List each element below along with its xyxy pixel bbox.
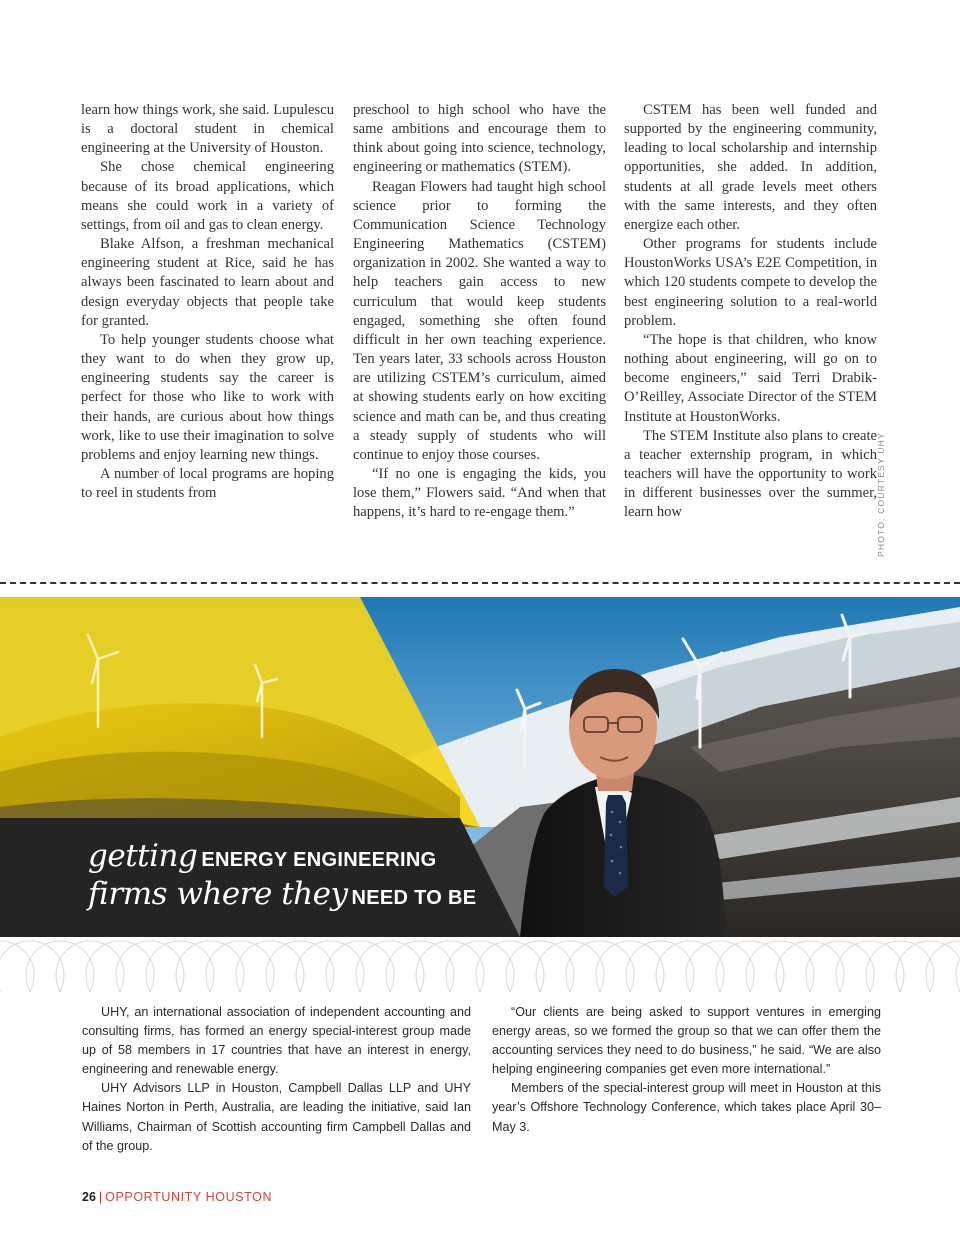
paragraph: “If no one is engaging the kids, you lose them,” Flowers said. “And when that happens, it’s hard to re-engage them.” xyxy=(353,465,606,521)
paragraph: UHY, an international association of independent accounting and consulting firms, has formed an energy special-interest group made up of 58 members in 17 countries that have an interest in energy, engineering and renewable energy. xyxy=(82,1005,471,1077)
footer-separator: | xyxy=(98,1190,103,1204)
photo-credit: PHOTO: COURTESY UHY xyxy=(876,432,886,557)
paragraph: UHY Advisors LLP in Houston, Campbell Dallas LLP and UHY Haines Norton in Perth, Australia, are leading the initiative, said Ian Williams, Chairman of Scottish accounting firm Campbell Dallas and of the group. xyxy=(82,1081,471,1153)
paragraph: preschool to high school who have the same ambitions and encourage them to think about going into science, technology, engineering or mathematics (STEM). xyxy=(353,102,606,176)
decorative-circle-pattern xyxy=(0,937,960,992)
article-column-2 xyxy=(353,101,606,522)
headline-script-phrase: firms where they xyxy=(88,876,348,912)
headline-caps-text: NEED TO BE xyxy=(351,887,477,909)
paragraph: “The hope is that children, who know nothing about engineering, will go on to become engineers,” said Terri Drabik-O’Reilley, Associate Director of the STEM Institute at HoustonWorks. xyxy=(624,331,877,425)
paragraph: “Our clients are being asked to support ventures in emerging energy areas, so we formed the group so that we can offer them the accounting services they need to do business,” he said. “We are also helping engineering companies get even more international.” xyxy=(492,1005,881,1077)
uhy-article-column-1 xyxy=(82,1003,471,1156)
article-column-3 xyxy=(624,101,877,522)
paragraph: Blake Alfson, a freshman mechanical engineering student at Rice, said he has always been fascinated to learn about and design everyday objects that people take for granted. xyxy=(81,236,334,329)
feature-headline xyxy=(88,838,476,912)
paragraph: To help younger students choose what they want to do when they grow up, engineering students say the career is perfect for those who like to work with their hands, are curious about how things work, like to use their imagination to solve problems and enjoy learning new things. xyxy=(81,331,334,463)
paragraph: CSTEM has been well funded and supported by the engineering community, leading to local scholarship and internship opportunities, she added. In addition, students at all grade levels meet others with the same interests, and they often energize each other. xyxy=(624,102,877,233)
article-column-1 xyxy=(81,101,334,503)
paragraph: The STEM Institute also plans to create a teacher externship program, in which teachers will have the opportunity to work in different businesses over the summer, learn how xyxy=(624,427,877,521)
paragraph: Other programs for students include HoustonWorks USA’s E2E Competition, in which 120 students compete to develop the best engineering solution to a real-world problem. xyxy=(624,236,877,329)
headline-caps-text: ENERGY ENGINEERING xyxy=(201,849,437,871)
paragraph: A number of local programs are hoping to reel in students from xyxy=(81,465,334,502)
page-number: 26 xyxy=(82,1190,96,1204)
uhy-article-column-2 xyxy=(492,1003,881,1137)
paragraph: learn how things work, she said. Lupulescu is a doctoral student in chemical engineering at the University of Houston. xyxy=(81,102,334,157)
paragraph: Members of the special-interest group will meet in Houston at this year’s Offshore Technology Conference, which takes place April 30–May 3. xyxy=(492,1081,881,1134)
paragraph: Reagan Flowers had taught high school science prior to forming the Communication Science Technology Engineering Mathematics (CSTEM) organization in 2002. She wanted a way to help teachers gain access to new curriculum that would keep students engaged, something she often found difficult in her own teaching experience. Ten years later, 33 schools across Houston are utilizing CSTEM’s curriculum, aimed at showing students early on how exciting science and math can be, and thus creating a steady supply of students who will continue to enjoy those courses. xyxy=(353,178,606,463)
page-footer xyxy=(82,1190,272,1204)
publication-name: OPPORTUNITY HOUSTON xyxy=(105,1190,273,1204)
paragraph: She chose chemical engineering because of its broad applications, which means she could work in a variety of settings, from oil and gas to clean energy. xyxy=(81,159,334,233)
section-divider xyxy=(0,582,960,584)
headline-script-word: getting xyxy=(88,838,198,874)
